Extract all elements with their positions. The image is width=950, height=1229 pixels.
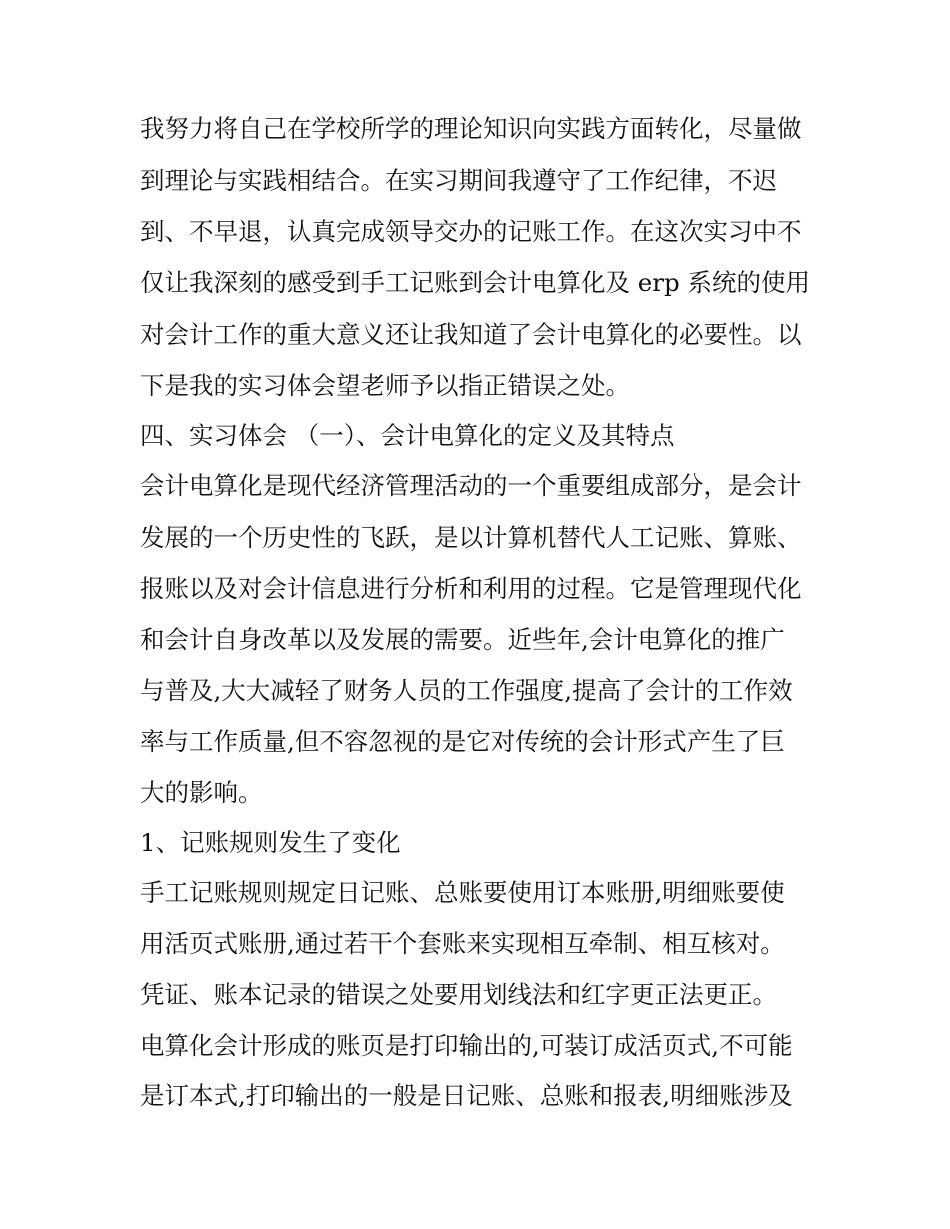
subsection-heading: 1、记账规则发生了变化 [140, 828, 401, 857]
paragraph-line: 手工记账规则规定日记账、总账要使用订本账册,明细账要使 [140, 878, 785, 907]
paragraph-line: 对会计工作的重大意义还让我知道了会计电算化的必要性。以 [140, 320, 802, 349]
paragraph-line: 是订本式,打印输出的一般是日记账、总账和报表,明细账涉及 [140, 1081, 793, 1110]
paragraph-line: 大的影响。 [140, 778, 263, 807]
section-heading: 四、实习体会 （一）、会计电算化的定义及其特点 [140, 421, 675, 450]
paragraph-line: 发展的一个历史性的飞跃，是以计算机替代人工记账、算账、 [140, 523, 802, 552]
paragraph-line: 到、不早退，认真完成领导交办的记账工作。在这次实习中不 [140, 217, 802, 246]
paragraph-line: 与普及,大大减轻了财务人员的工作强度,提高了会计的工作效 [140, 676, 793, 705]
paragraph-line: 到理论与实践相结合。在实习期间我遵守了工作纪律，不迟 [140, 166, 777, 195]
paragraph-line: 下是我的实习体会望老师予以指正错误之处。 [140, 371, 630, 400]
paragraph-line: 我努力将自己在学校所学的理论知识向实践方面转化，尽量做 [140, 114, 802, 143]
paragraph-line: 凭证、账本记录的错误之处要用划线法和红字更正法更正。 [140, 980, 777, 1009]
paragraph-line: 电算化会计形成的账页是打印输出的,可装订成活页式,不可能 [140, 1031, 793, 1060]
paragraph-line: 率与工作质量,但不容忽视的是它对传统的会计形式产生了巨 [140, 727, 785, 756]
paragraph-line: 报账以及对会计信息进行分析和利用的过程。它是管理现代化 [140, 574, 802, 603]
paragraph-line: 仅让我深刻的感受到手工记账到会计电算化及 erp 系统的使用 [140, 268, 810, 297]
paragraph-line: 会计电算化是现代经济管理活动的一个重要组成部分，是会计 [140, 471, 802, 500]
paragraph-line: 用活页式账册,通过若干个套账来实现相互牵制、相互核对。 [140, 929, 785, 958]
paragraph-line: 和会计自身改革以及发展的需要。近些年,会计电算化的推广 [140, 625, 785, 654]
